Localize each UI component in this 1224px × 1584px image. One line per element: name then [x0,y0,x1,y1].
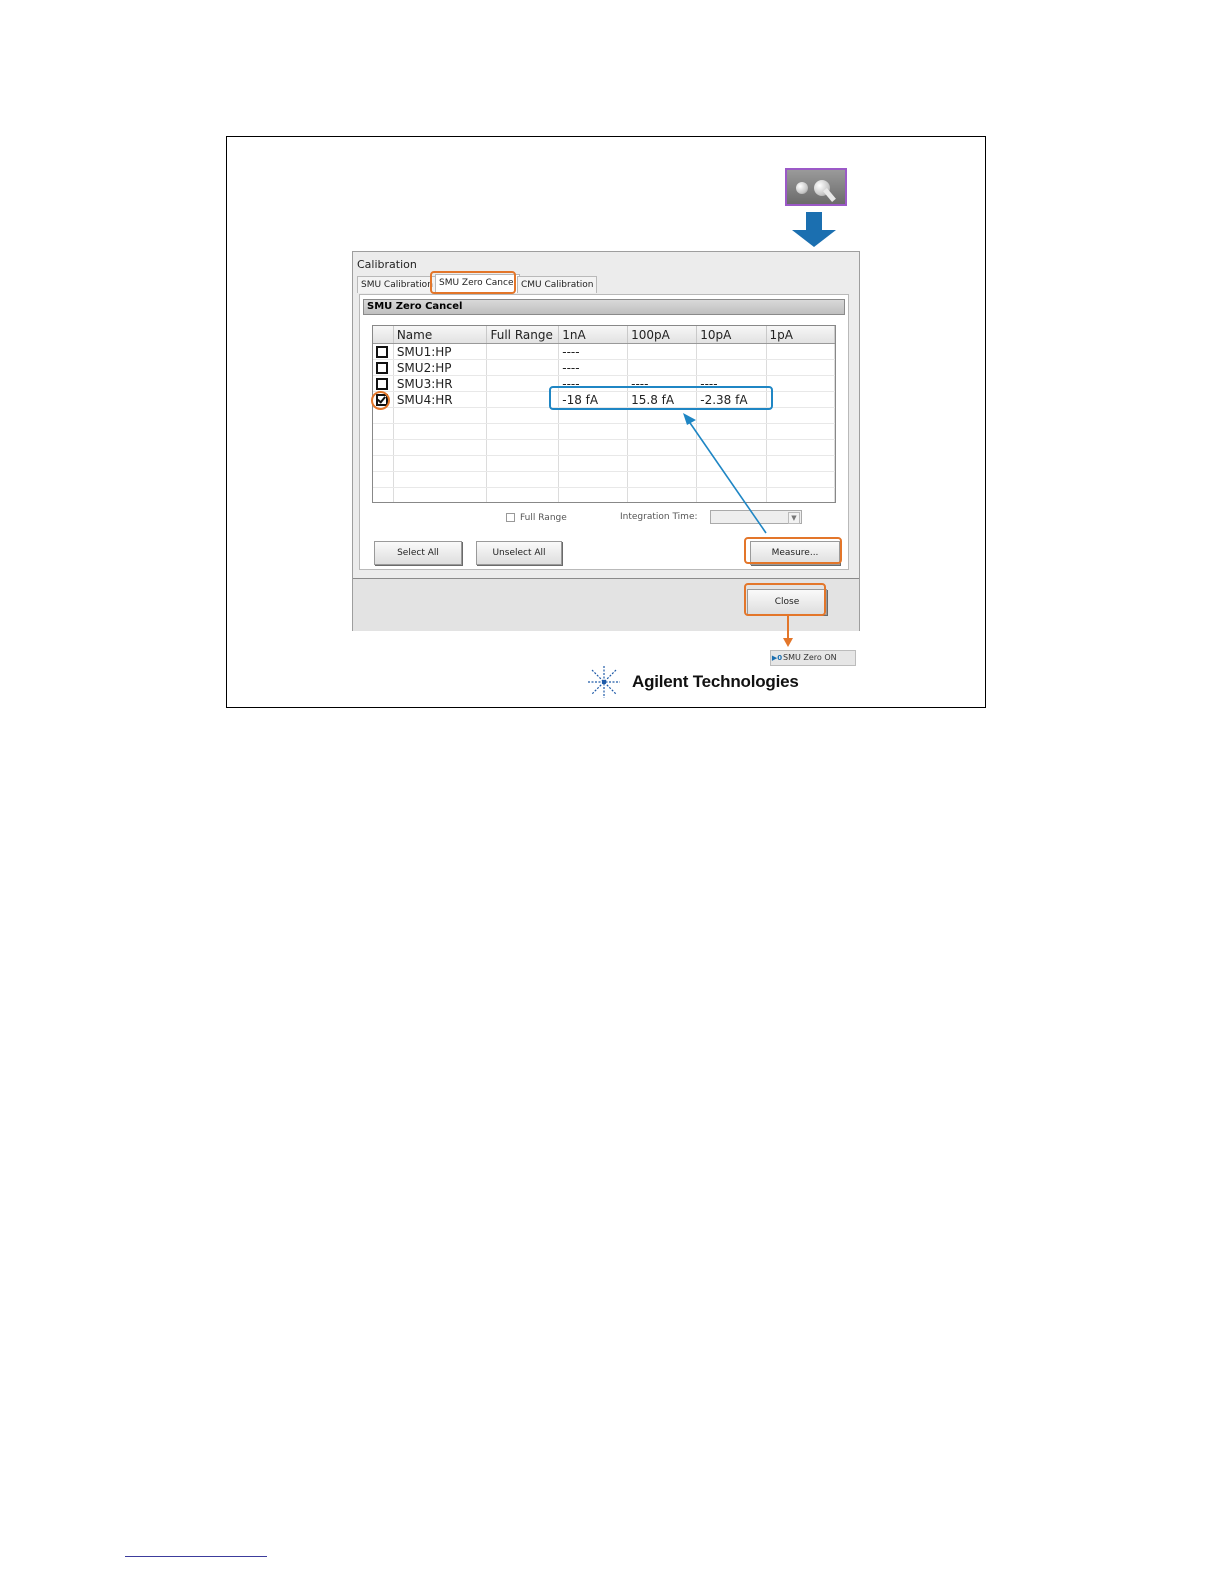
play-zero-icon: ▶0 [771,654,783,662]
column-header-name[interactable]: Name [393,326,487,344]
agilent-spark-icon [584,664,624,700]
integration-time-label: Integration Time: [620,512,698,522]
row-10pa: -2.38 fA [697,392,766,408]
measure-to-results-arrow [688,420,766,533]
select-all-button[interactable]: Select All [374,541,462,565]
column-header-100pa[interactable]: 100pA [628,326,697,344]
row-1na: ---- [559,376,628,392]
column-header-1na[interactable]: 1nA [559,326,628,344]
column-header-10pa[interactable]: 10pA [697,326,766,344]
chevron-down-icon[interactable]: ▼ [788,512,800,524]
column-header-1pa[interactable]: 1pA [766,326,834,344]
agilent-logo-text: Agilent Technologies [632,672,799,691]
row-100pa: 15.8 fA [628,392,697,408]
arrowhead-icon [683,413,696,425]
measure-button[interactable]: Measure... [750,541,840,565]
row-100pa: ---- [628,376,697,392]
group-title: SMU Zero Cancel [363,299,845,315]
row-1na: -18 fA [559,392,628,408]
status-label: SMU Zero ON [783,653,837,662]
row-name: SMU1:HP [393,344,487,360]
tab-smu-zero-cancel[interactable]: SMU Zero Cancel [435,274,520,293]
close-button[interactable]: Close [747,589,827,615]
dialog-title: Calibration [357,258,417,271]
smu-zero-status-indicator [770,650,856,666]
row-10pa: ---- [697,376,766,392]
row-name: SMU4:HR [393,392,487,408]
row-1na: ---- [559,360,628,376]
full-range-label: Full Range [520,513,567,523]
tab-cmu-calibration[interactable]: CMU Calibration [517,276,597,293]
footnote-rule [125,1556,267,1557]
row-1na: ---- [559,344,628,360]
unselect-all-button[interactable]: Unselect All [476,541,562,565]
column-header-full-range[interactable]: Full Range [487,326,559,344]
arrowhead-icon [783,638,793,647]
row-name: SMU3:HR [393,376,487,392]
row-name: SMU2:HP [393,360,487,376]
tab-smu-calibration[interactable]: SMU Calibration [357,276,437,293]
